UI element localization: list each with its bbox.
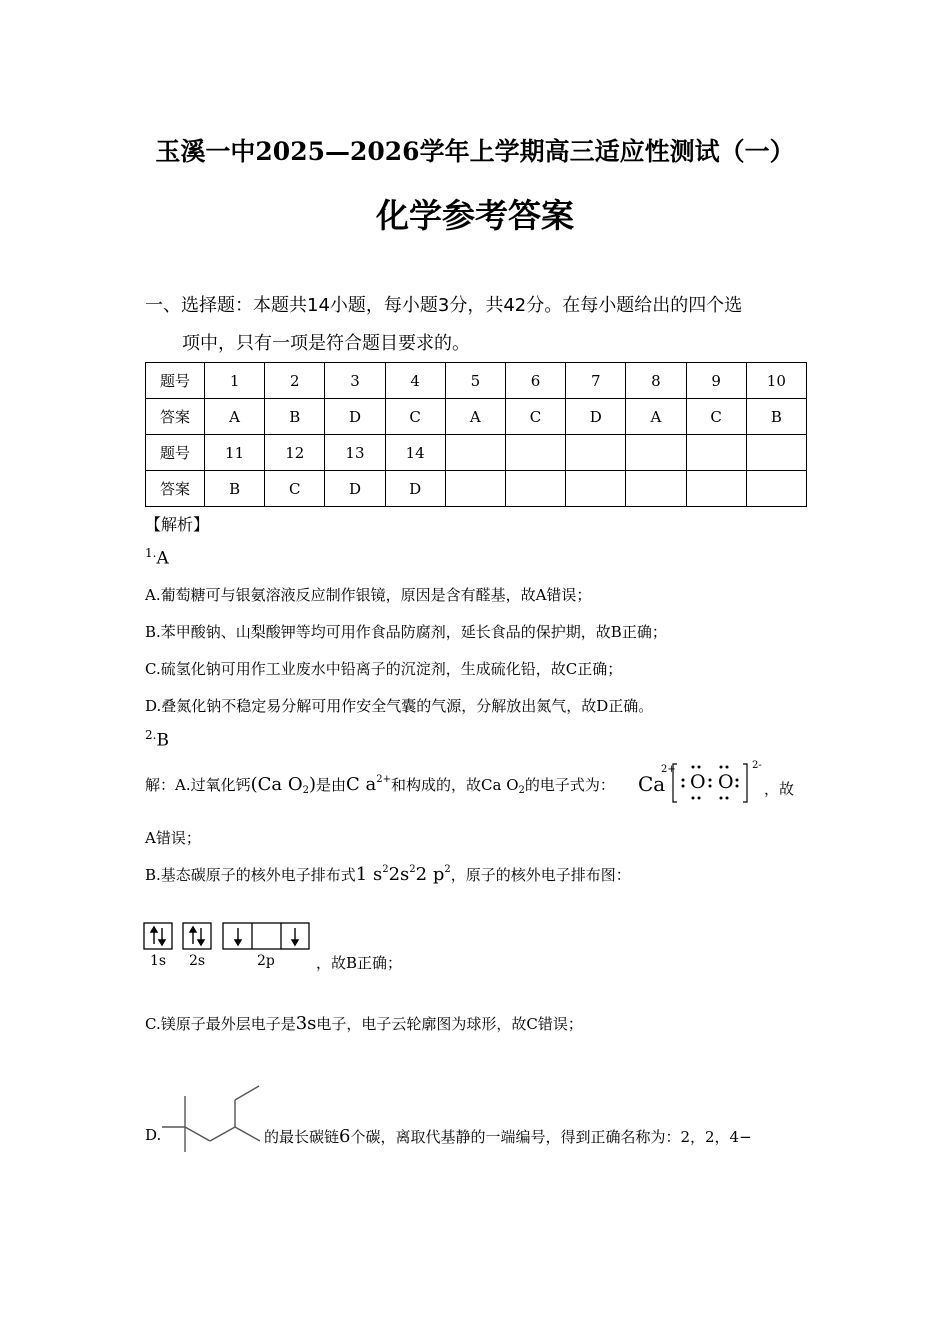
table-row-label: 题号 xyxy=(146,435,205,471)
peroxide-charge: 2- xyxy=(752,760,762,771)
table-cell xyxy=(566,471,626,507)
q1-option-c: C.硫氢化钠可用作工业废水中铅离子的沉淀剂，生成硫化铅，故C正确； xyxy=(145,660,623,678)
table-cell: D xyxy=(566,399,626,435)
table-cell xyxy=(686,471,746,507)
table-cell xyxy=(746,435,806,471)
table-cell: C xyxy=(686,399,746,435)
table-cell: A xyxy=(445,399,505,435)
table-cell: A xyxy=(205,399,265,435)
orbital-label-2s: 2s xyxy=(189,953,206,969)
question-1-number: $^{1.}$A xyxy=(145,546,169,569)
table-cell xyxy=(566,435,626,471)
orbital-label-2p: 2p xyxy=(257,953,275,969)
question-2-number: $^{2.}$B xyxy=(145,728,169,751)
table-cell xyxy=(626,471,686,507)
q2-option-d-text: 的最长碳链6个碳，离取代基静的一端编号，得到正确名称为：2，2，4− xyxy=(264,1126,752,1147)
table-row-numbers-1 xyxy=(146,363,807,399)
table-cell xyxy=(505,435,565,471)
table-row-answers-2 xyxy=(146,471,807,507)
table-row-label: 答案 xyxy=(146,399,205,435)
table-cell: B xyxy=(265,399,325,435)
table-cell: C xyxy=(265,471,325,507)
table-cell: 2 xyxy=(265,363,325,399)
q1-option-b: B.苯甲酸钠、山梨酸钾等均可用作食品防腐剂，延长食品的保护期，故B正确； xyxy=(145,623,667,641)
q2-option-a-line1: 解：A.过氧化钙(Ca $O_2$)是由C $a^{2+}$和构成的，故Ca $O_2$的电子式为： xyxy=(145,774,615,796)
table-cell: 10 xyxy=(746,363,806,399)
table-cell: 7 xyxy=(566,363,626,399)
table-cell: 8 xyxy=(626,363,686,399)
peroxide-bracket-svg xyxy=(670,758,760,808)
orbital-boxes-svg xyxy=(143,920,313,954)
skeletal-structure-svg xyxy=(158,1080,262,1156)
table-cell xyxy=(686,435,746,471)
analysis-heading: 【解析】 xyxy=(145,515,210,534)
calcium-charge: 2+ xyxy=(661,764,676,775)
q2-option-b-tail: ，故B正确； xyxy=(316,954,403,972)
page-title: 玉溪一中2025—2026学年上学期高三适应性测试（一） xyxy=(155,137,795,166)
oxygen-atom-1: O xyxy=(690,771,706,793)
table-row-label: 答案 xyxy=(146,471,205,507)
page-subtitle: 化学参考答案 xyxy=(376,196,574,235)
section-heading-line2: 项中，只有一项是符合题目要求的。 xyxy=(182,333,470,354)
table-cell: 4 xyxy=(385,363,445,399)
table-cell: C xyxy=(385,399,445,435)
table-cell xyxy=(626,435,686,471)
table-cell: 3 xyxy=(325,363,385,399)
section-heading-line1: 一、选择题：本题共14小题，每小题3分，共42分。在每小题给出的四个选 xyxy=(145,295,743,316)
table-cell: D xyxy=(325,471,385,507)
q2-option-c: C.镁原子最外层电子是3s电子，电子云轮廓图为球形，故C错误； xyxy=(145,1013,583,1034)
orbital-label-1s: 1s xyxy=(150,953,167,969)
table-row-numbers-2 xyxy=(146,435,807,471)
table-cell xyxy=(445,435,505,471)
oxygen-atom-2: O xyxy=(718,771,734,793)
table-cell: 12 xyxy=(265,435,325,471)
q1-option-d: D.叠氮化钠不稳定易分解可用作安全气囊的气源，分解放出氮气，故D正确。 xyxy=(145,697,654,715)
table-cell: 13 xyxy=(325,435,385,471)
table-cell: 5 xyxy=(445,363,505,399)
table-cell: C xyxy=(505,399,565,435)
q2-option-a-tail: ，故 xyxy=(764,780,795,798)
table-cell: D xyxy=(385,471,445,507)
table-cell: A xyxy=(626,399,686,435)
table-cell: B xyxy=(746,399,806,435)
table-cell: 11 xyxy=(205,435,265,471)
table-cell: 14 xyxy=(385,435,445,471)
q1-option-a: A.葡萄糖可与银氨溶液反应制作银镜，原因是含有醛基，故A错误； xyxy=(145,586,592,604)
calcium-symbol: Ca xyxy=(638,772,666,796)
table-cell: 6 xyxy=(505,363,565,399)
table-cell: 1 xyxy=(205,363,265,399)
table-row-label: 题号 xyxy=(146,363,205,399)
table-cell: 9 xyxy=(686,363,746,399)
q2-option-b-line1: B.基态碳原子的核外电子排布式1 $s^22s^22$ $p^2$，原子的核外电子排布图： xyxy=(145,864,631,885)
table-cell xyxy=(445,471,505,507)
q2-option-d-prefix: D. xyxy=(145,1126,162,1144)
answer-table xyxy=(145,362,807,507)
q2-option-a-line2: A错误； xyxy=(145,829,201,847)
orbital-diagram xyxy=(143,920,313,974)
table-cell: B xyxy=(205,471,265,507)
electron-dot-formula xyxy=(636,758,776,808)
table-row-answers-1 xyxy=(146,399,807,435)
table-cell xyxy=(505,471,565,507)
table-cell: D xyxy=(325,399,385,435)
table-cell xyxy=(746,471,806,507)
